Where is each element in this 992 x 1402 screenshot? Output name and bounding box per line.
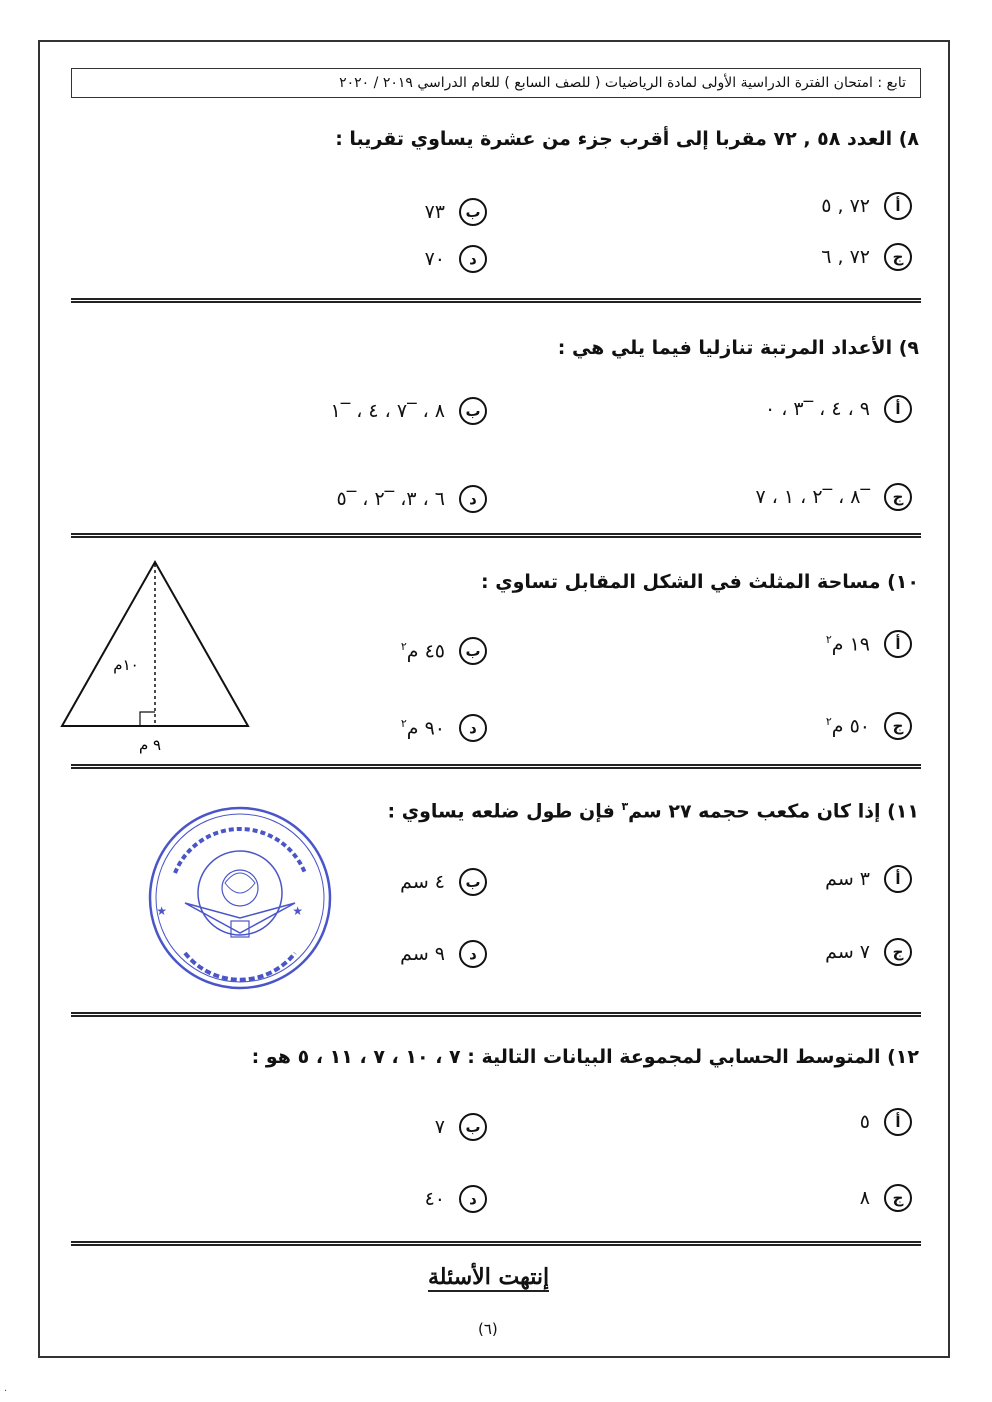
option-letter-d: د [459, 245, 487, 273]
end-of-questions: إنتهت الأسئلة [428, 1264, 550, 1290]
option-value: ٧٢ , ٦ [821, 246, 870, 268]
option-letter-d: د [459, 485, 487, 513]
option-letter-a: أ [884, 192, 912, 220]
q9-option-b[interactable] [330, 397, 487, 425]
question-10-title: ١٠) مساحة المثلث في الشكل المقابل تساوي : [480, 571, 919, 593]
option-value: ٥٠ م [831, 715, 870, 738]
exponent: ٢ [825, 632, 832, 646]
q8-option-d[interactable] [425, 245, 487, 273]
cube-exponent: ٣ [621, 800, 629, 813]
option-value: ٤٠ [424, 1188, 445, 1210]
q12-option-d[interactable] [425, 1185, 487, 1213]
option-value: ‾٨ ، ‾٢ ، ١ ، ٧ [755, 486, 870, 508]
q11-option-a[interactable] [825, 865, 912, 893]
option-letter-b: ب [459, 397, 487, 425]
option-letter-c: ج [884, 712, 912, 740]
q10-option-a[interactable] [826, 630, 912, 658]
option-letter-c: ج [884, 938, 912, 966]
option-value: ٧٣ [424, 201, 445, 223]
q8-option-c[interactable] [821, 243, 912, 271]
q8-option-b[interactable] [425, 198, 487, 226]
section-divider [71, 533, 921, 538]
option-letter-c: ج [884, 1184, 912, 1212]
option-value: ٤ سم [400, 871, 445, 893]
option-letter-a: أ [884, 630, 912, 658]
exponent: ٢ [825, 714, 832, 728]
section-divider [71, 764, 921, 769]
option-letter-b: ب [459, 637, 487, 665]
option-letter-a: أ [884, 395, 912, 423]
section-divider [71, 1012, 921, 1017]
exponent: ٢ [400, 639, 407, 653]
option-letter-a: أ [884, 1108, 912, 1136]
option-letter-b: ب [459, 1113, 487, 1141]
q12-option-b[interactable] [435, 1113, 487, 1141]
triangle-height-label: ١٠م [113, 656, 139, 674]
option-letter-a: أ [884, 865, 912, 893]
section-divider [71, 1241, 921, 1246]
option-value: ٧٢ , ٥ [821, 195, 870, 217]
option-letter-d: د [459, 1185, 487, 1213]
q11-option-b[interactable] [400, 868, 487, 896]
question-9-title: ٩) الأعداد المرتبة تنازليا فيما يلي هي : [557, 337, 919, 359]
option-value: ٨ ، ‾٧ ، ٤ ، ‾١ [330, 400, 445, 422]
svg-text:★: ★ [156, 904, 167, 918]
triangle-base-label: ٩ م [138, 736, 162, 754]
option-value: ٧ سم [825, 941, 870, 963]
exponent: ٢ [400, 716, 407, 730]
q12-option-a[interactable] [860, 1108, 912, 1136]
option-value: ٧٠ [424, 248, 445, 270]
option-letter-c: ج [884, 483, 912, 511]
right-angle-mark [140, 712, 155, 726]
triangle-figure [58, 558, 253, 758]
official-stamp [145, 803, 335, 993]
page-number: (٦) [478, 1320, 498, 1338]
option-value: ٣ سم [825, 868, 870, 890]
option-value: ٨ [859, 1187, 870, 1209]
q12-option-c[interactable] [860, 1184, 912, 1212]
q9-option-c[interactable] [755, 483, 912, 511]
question-11-title [387, 800, 919, 822]
option-letter-b: ب [459, 868, 487, 896]
q11-option-d[interactable] [400, 940, 487, 968]
q10-option-c[interactable] [826, 712, 912, 740]
q10-option-b[interactable] [401, 637, 487, 665]
svg-text:★: ★ [292, 904, 303, 918]
option-letter-d: د [459, 714, 487, 742]
option-value: ٩٠ م [406, 717, 445, 740]
q8-option-a[interactable] [821, 192, 912, 220]
question-11-title-main: ١١) إذا كان مكعب حجمه ٢٧ سم [628, 800, 919, 823]
option-value: ٧ [434, 1116, 445, 1138]
q11-option-c[interactable] [825, 938, 912, 966]
question-12-title: ١٢) المتوسط الحسابي لمجموعة البيانات التالية : ٧ ، ١٠ ، ٧ ، ١١ ، ٥ هو : [251, 1046, 919, 1068]
option-value: ٩ سم [400, 943, 445, 965]
option-value: ٥ [859, 1111, 870, 1133]
option-letter-c: ج [884, 243, 912, 271]
option-value: ٤٥ م [406, 640, 445, 663]
option-letter-b: ب [459, 198, 487, 226]
q9-option-a[interactable] [765, 395, 912, 423]
option-value: ٩ ، ٤ ، ‾٣ ، ٠ [764, 398, 870, 420]
question-11-title-tail: فإن طول ضلعه يساوي : [387, 800, 622, 823]
exam-header: تابع : امتحان الفترة الدراسية الأولى لمادة الرياضيات ( للصف السابع ) للعام الدراسي ٢٠١٩ / ٢٠٢٠ [71, 68, 921, 98]
q9-option-d[interactable] [337, 485, 487, 513]
option-letter-d: د [459, 940, 487, 968]
option-value: ٦ ، ٣، ‾٢ ، ‾٥ [336, 488, 445, 510]
option-value: ١٩ م [831, 633, 870, 656]
scan-mark: · [4, 1386, 8, 1397]
question-8-title: ٨) العدد ٥٨ , ٧٢ مقربا إلى أقرب جزء من عشرة يساوي تقريبا : [335, 128, 919, 150]
section-divider [71, 298, 921, 303]
q10-option-d[interactable] [401, 714, 487, 742]
